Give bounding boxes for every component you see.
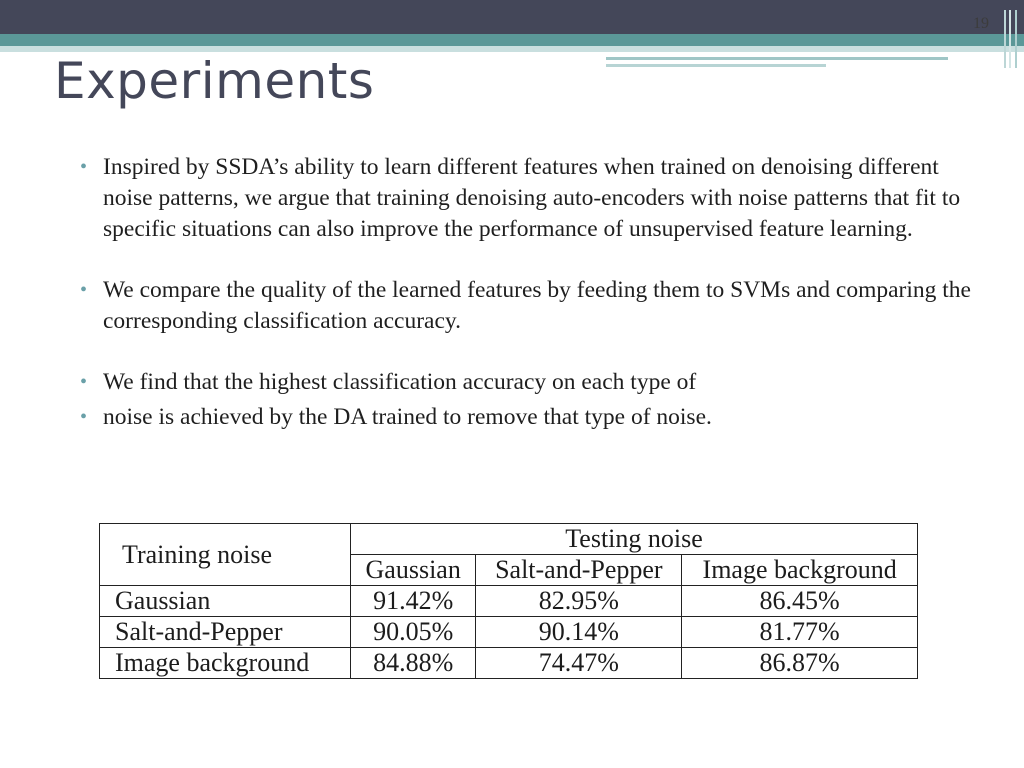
table-row bbox=[100, 648, 918, 679]
testing-noise-header: Testing noise bbox=[351, 524, 918, 555]
bullet-text: Inspired by SSDA’s ability to learn different features when trained on denoising different noise patterns, we argue that training denoising auto-encoders with noise patterns that fit to specific situations can also improve the performance of unsupervised feature learning. bbox=[103, 154, 961, 242]
bullet-list bbox=[80, 152, 980, 433]
bullet-text: We find that the highest classification accuracy on each type of bbox=[103, 369, 697, 395]
header-decor-line bbox=[606, 57, 948, 60]
row-label: Salt-and-Pepper bbox=[100, 617, 351, 648]
table-row bbox=[100, 586, 918, 617]
training-noise-header: Training noise bbox=[100, 524, 351, 586]
bullet-item bbox=[80, 275, 980, 337]
table-cell: 81.77% bbox=[682, 617, 918, 648]
header-decor-vline bbox=[1015, 10, 1017, 68]
table-cell: 91.42% bbox=[351, 586, 476, 617]
table-cell: 82.95% bbox=[476, 586, 682, 617]
column-header: Salt-and-Pepper bbox=[476, 555, 682, 586]
table-row bbox=[100, 617, 918, 648]
bullet-dot-icon: • bbox=[80, 156, 88, 178]
header-decor-vline bbox=[1004, 10, 1006, 68]
header-decor-line bbox=[606, 64, 826, 67]
table-cell: 86.87% bbox=[682, 648, 918, 679]
bullet-item bbox=[80, 367, 980, 398]
bullet-text: noise is achieved by the DA trained to remove that type of noise. bbox=[103, 404, 712, 430]
bullet-dot-icon: • bbox=[80, 406, 88, 428]
column-header: Gaussian bbox=[351, 555, 476, 586]
table-cell: 84.88% bbox=[351, 648, 476, 679]
header-dark-band bbox=[0, 0, 1024, 34]
table-cell: 90.14% bbox=[476, 617, 682, 648]
bullet-dot-icon: • bbox=[80, 279, 88, 301]
header-decor-vline bbox=[1009, 10, 1011, 68]
bullet-dot-icon: • bbox=[80, 371, 88, 393]
slide-title: Experiments bbox=[54, 52, 375, 110]
bullet-item bbox=[80, 402, 980, 433]
table-cell: 90.05% bbox=[351, 617, 476, 648]
results-table bbox=[99, 523, 918, 679]
row-label: Image background bbox=[100, 648, 351, 679]
table-cell: 74.47% bbox=[476, 648, 682, 679]
column-header: Image background bbox=[682, 555, 918, 586]
bullet-text: We compare the quality of the learned features by feeding them to SVMs and comparing the corresponding classification accuracy. bbox=[103, 277, 971, 334]
table-cell: 86.45% bbox=[682, 586, 918, 617]
bullet-item bbox=[80, 152, 980, 245]
row-label: Gaussian bbox=[100, 586, 351, 617]
slide-number: 19 bbox=[973, 15, 989, 32]
table-header-row bbox=[100, 524, 918, 555]
header-teal-band bbox=[0, 34, 1024, 46]
